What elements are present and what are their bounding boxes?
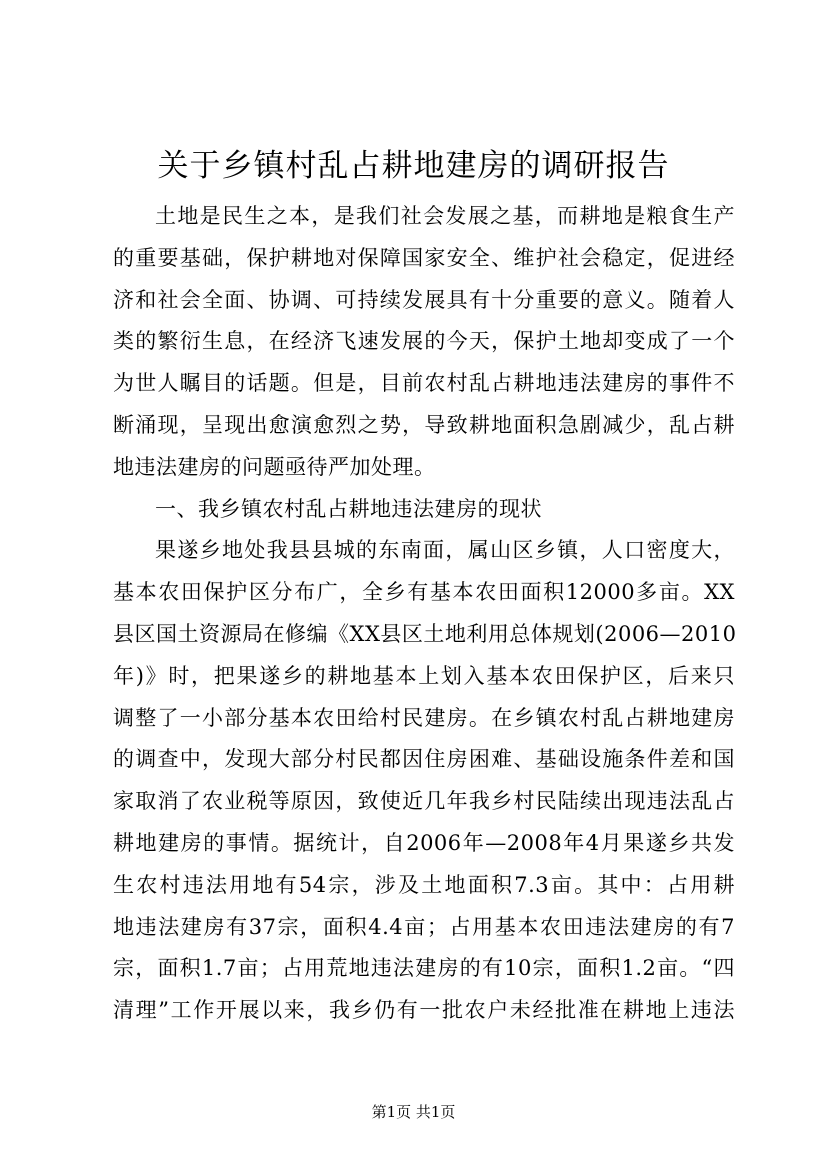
paragraph-line: 地违法建房有37宗，面积4.4亩；占用基本农田违法建房的有7 — [113, 914, 735, 939]
paragraph-line: 耕地建房的事情。据统计，自2006年—2008年4月果遂乡共发 — [113, 830, 735, 855]
paragraph-line: 调整了一小部分基本农田给村民建房。在乡镇农村乱占耕地建房 — [113, 705, 735, 730]
paragraph-line: 果遂乡地处我县县城的东南面，属山区乡镇，人口密度大， — [155, 538, 735, 563]
paragraph-line: 基本农田保护区分布广，全乡有基本农田面积12000多亩。XX — [113, 580, 735, 605]
paragraph-line: 年)》时，把果遂乡的耕地基本上划入基本农田保护区，后来只 — [113, 663, 735, 688]
paragraph-line: 土地是民生之本，是我们社会发展之基，而耕地是粮食生产 — [155, 204, 735, 228]
document-body — [113, 196, 735, 1032]
paragraph-line: 类的繁衍生息，在经济飞速发展的今天，保护土地却变成了一个 — [113, 329, 735, 354]
section-heading: 一、我乡镇农村乱占耕地违法建房的现状 — [155, 496, 542, 521]
paragraph-line: 的重要基础，保护耕地对保障国家安全、维护社会稳定，促进经 — [113, 245, 735, 270]
paragraph-line: 为世人瞩目的话题。但是，目前农村乱占耕地违法建房的事件不 — [113, 371, 735, 396]
page-footer: 第1页 共1页 — [371, 1103, 456, 1121]
paragraph-line: 清理”工作开展以来，我乡仍有一批农户未经批准在耕地上违法 — [113, 998, 735, 1023]
paragraph-line: 地违法建房的问题亟待严加处理。 — [113, 454, 436, 479]
paragraph-line: 家取消了农业税等原因，致使近几年我乡村民陆续出现违法乱占 — [113, 789, 735, 814]
paragraph-line: 的调查中，发现大部分村民都因住房困难、基础设施条件差和国 — [113, 747, 735, 772]
paragraph-line: 济和社会全面、协调、可持续发展具有十分重要的意义。随着人 — [113, 287, 735, 312]
paragraph-line: 县区国土资源局在修编《XX县区土地利用总体规划(2006—2010 — [113, 621, 737, 646]
paragraph-line: 断涌现，呈现出愈演愈烈之势，导致耕地面积急剧减少，乱占耕 — [113, 412, 735, 437]
document-title: 关于乡镇村乱占耕地建房的调研报告 — [157, 148, 670, 184]
paragraph-line: 生农村违法用地有54宗，涉及土地面积7.3亩。其中：占用耕 — [113, 872, 735, 897]
paragraph-line: 宗，面积1.7亩；占用荒地违法建房的有10宗，面积1.2亩。“四 — [113, 956, 735, 981]
